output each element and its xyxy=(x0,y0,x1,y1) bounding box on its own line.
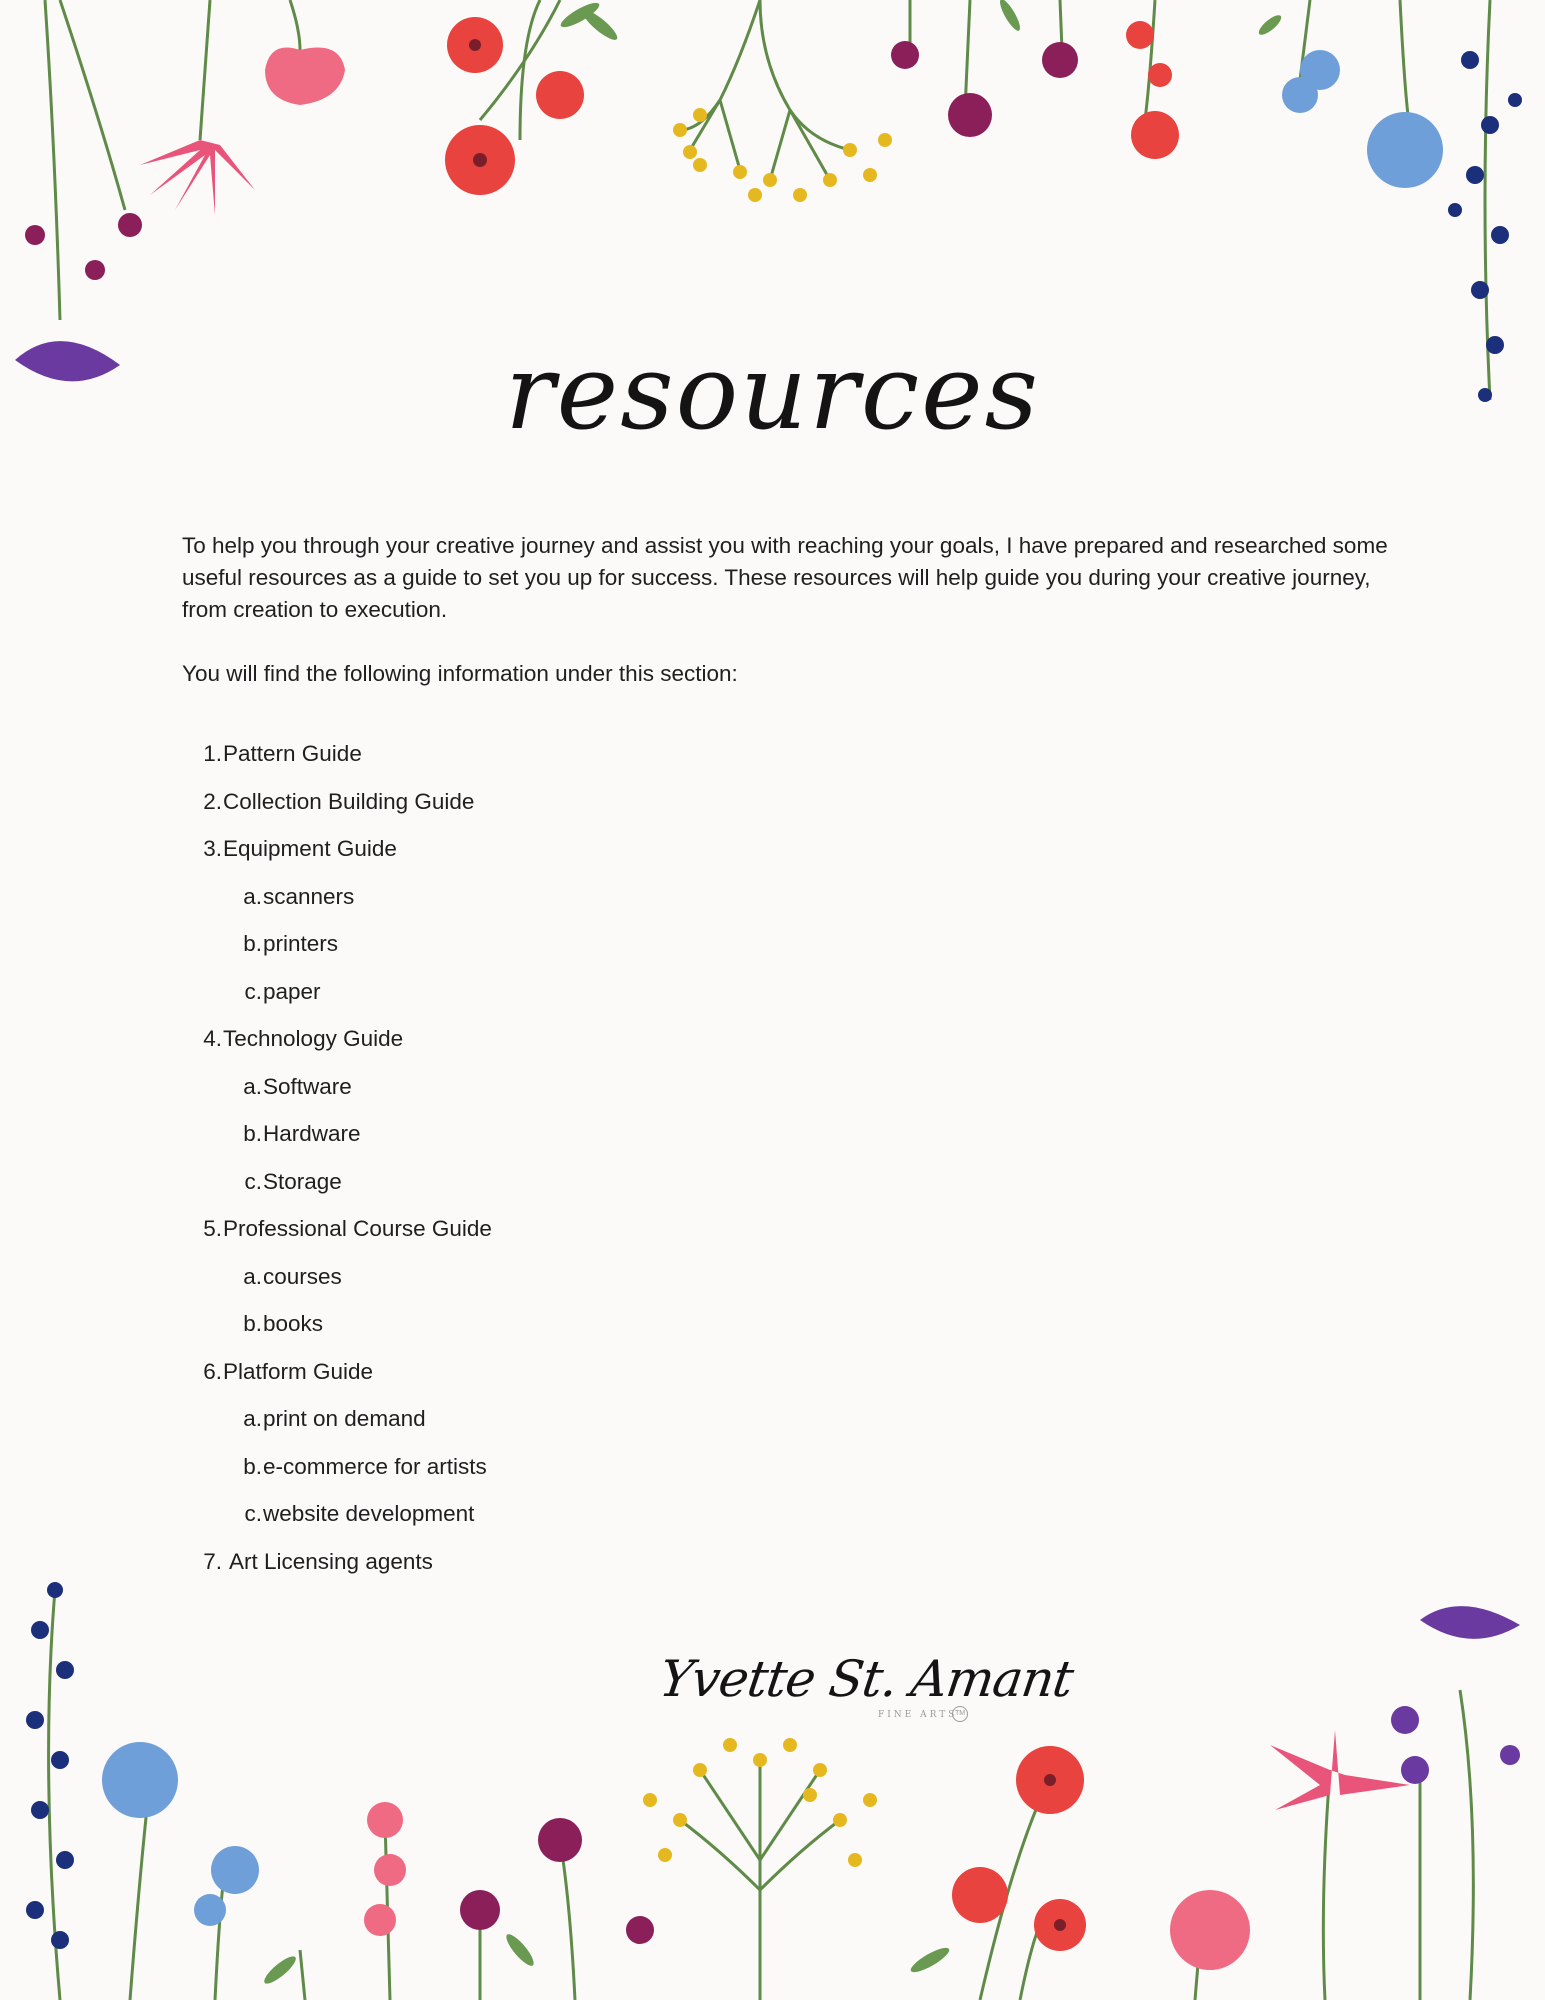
list-item-label: Art Licensing agents xyxy=(229,1548,433,1574)
sub-list-item-label: paper xyxy=(263,978,321,1004)
sub-list-item: a. Software xyxy=(200,1063,1000,1111)
sub-list-item: b. books xyxy=(200,1300,1000,1348)
list-item: 3. Equipment Guide xyxy=(200,825,1000,873)
intro-text xyxy=(182,530,1402,722)
sub-list-item: b. e-commerce for artists xyxy=(200,1443,1000,1491)
list-item: 4. Technology Guide xyxy=(200,1015,1000,1063)
intro-lead-in: You will find the following information under this section: xyxy=(182,661,738,686)
sub-list-item-label: Storage xyxy=(263,1168,342,1194)
list-item: 1. Pattern Guide xyxy=(200,730,1000,778)
list-item-label: Pattern Guide xyxy=(223,741,362,766)
sub-list-item-label: print on demand xyxy=(263,1406,426,1431)
sub-list-item: a. scanners xyxy=(200,873,1000,921)
resource-list xyxy=(200,730,1000,1585)
list-item-label: Collection Building Guide xyxy=(223,788,475,814)
list-item-label: Platform Guide xyxy=(223,1358,374,1384)
sub-list-item-label: printers xyxy=(263,931,339,956)
sub-list-item: c. Storage xyxy=(200,1158,1000,1206)
page-title: resources xyxy=(504,331,1041,453)
list-item-label: Equipment Guide xyxy=(223,836,397,861)
sub-list-item: c. website development xyxy=(200,1490,1000,1538)
sub-list-item-label: books xyxy=(263,1311,324,1336)
sub-list-item: c. paper xyxy=(200,968,1000,1016)
sub-list-item-label: e-commerce for artists xyxy=(263,1453,487,1479)
sub-list-item-label: Hardware xyxy=(263,1121,361,1146)
signature-subtitle: FINE ARTS xyxy=(878,1710,958,1720)
list-item: 7. Art Licensing agents xyxy=(200,1538,1000,1586)
list-item-label: Professional Course Guide xyxy=(223,1216,492,1241)
sub-list-item: a. print on demand xyxy=(200,1395,1000,1443)
list-item: 5. Professional Course Guide xyxy=(200,1205,1000,1253)
list-item: 6. Platform Guide xyxy=(200,1348,1000,1396)
signature-name: Yvette St. Amant xyxy=(655,1650,1077,1708)
list-item: 2. Collection Building Guide xyxy=(200,778,1000,826)
trademark-mark: TM xyxy=(952,1706,968,1722)
sub-list-item: b. Hardware xyxy=(200,1110,1000,1158)
list-item-label: Technology Guide xyxy=(223,1026,404,1051)
floral-border-bottom xyxy=(0,1570,1545,2000)
sub-list-item-label: scanners xyxy=(263,883,355,909)
sub-list-item-label: website development xyxy=(263,1501,475,1526)
sub-list-item: b. printers xyxy=(200,920,1000,968)
sub-list-item: a. courses xyxy=(200,1253,1000,1301)
intro-paragraph: To help you through your creative journey and assist you with reaching your goals, I have prepared and researched some useful resources as a guide to set you up for success. These resources will help guide you during your creative journey, from creation to execution. xyxy=(182,533,1388,622)
sub-list-item-label: Software xyxy=(263,1073,352,1099)
sub-list-item-label: courses xyxy=(263,1263,342,1289)
